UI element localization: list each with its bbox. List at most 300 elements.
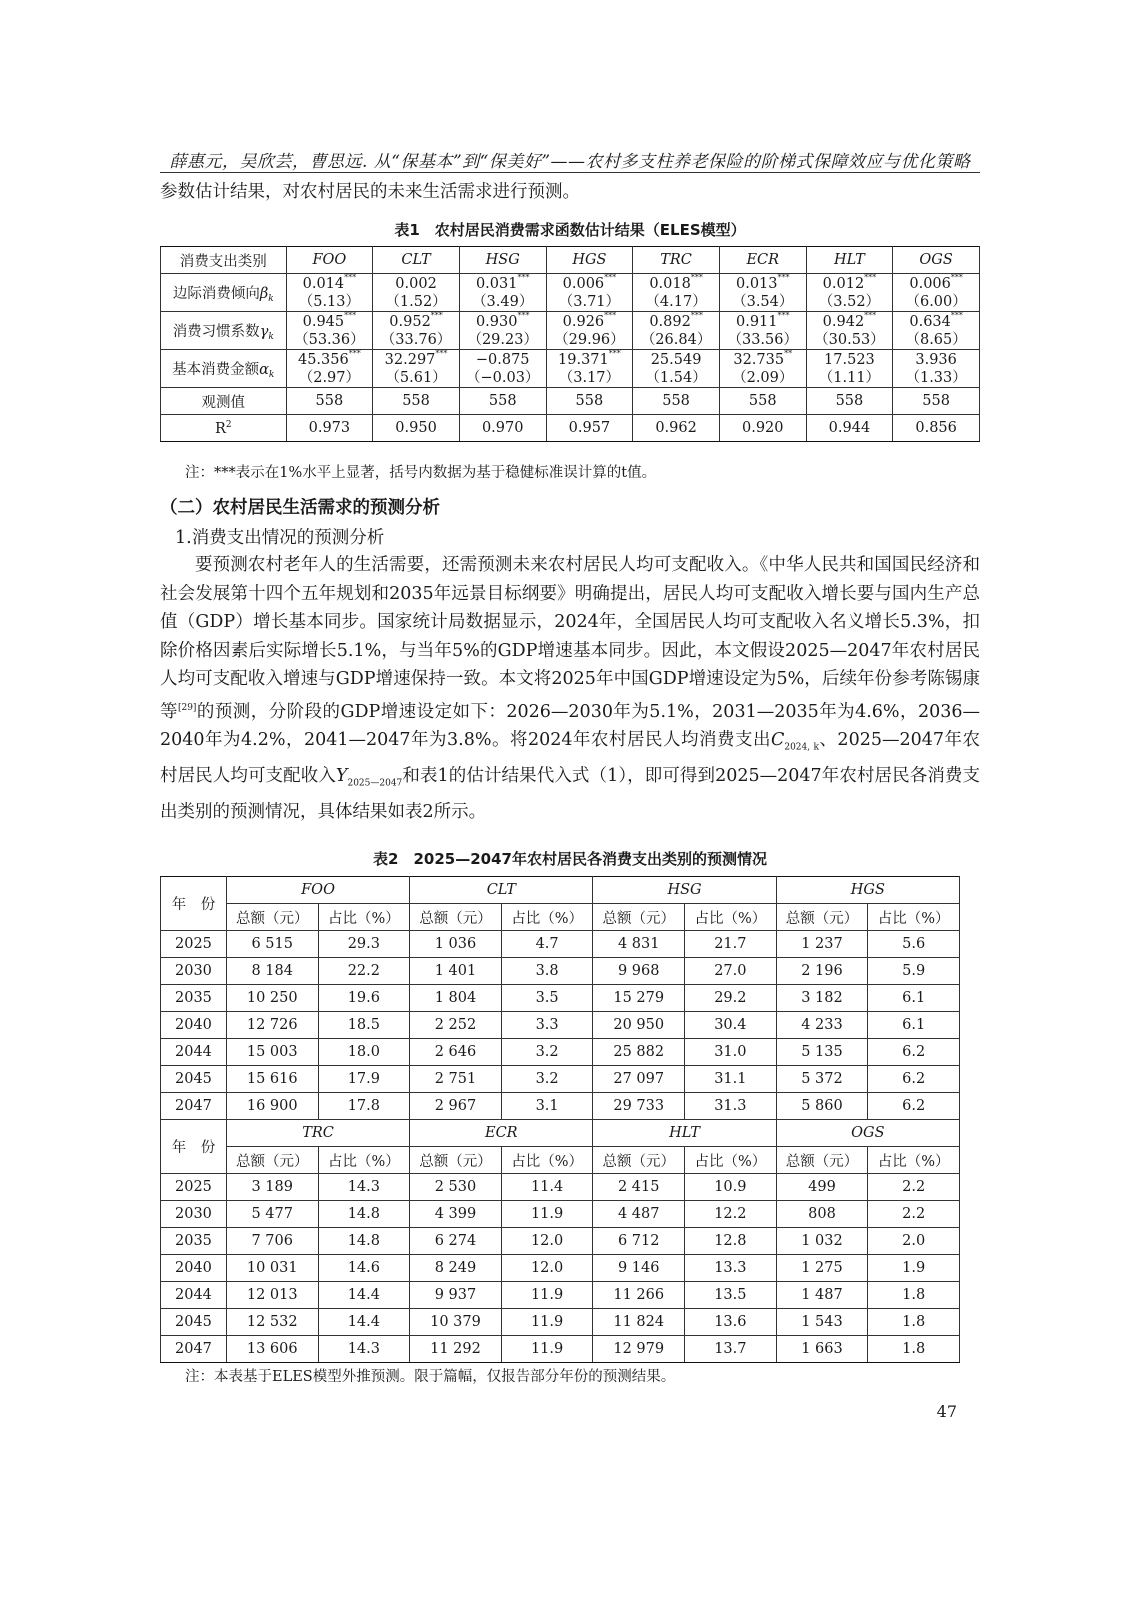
table2-row — [161, 1012, 960, 1039]
table2-cell: 4 399 — [410, 1201, 502, 1228]
table2-cell: 17.9 — [318, 1066, 410, 1093]
table1-col-header: TRC — [633, 247, 720, 274]
symbol-c: C — [770, 729, 785, 750]
table2-cell: 15 616 — [226, 1066, 318, 1093]
row-label-subscript: k — [268, 369, 275, 380]
table2-cell: 14.4 — [318, 1282, 410, 1309]
coef-line — [720, 272, 806, 293]
table1-row-label — [161, 312, 287, 350]
coef-line — [287, 348, 373, 369]
table2-cell: 3.2 — [501, 1039, 593, 1066]
table2-year: 2044 — [161, 1282, 227, 1309]
table2-cell: 20 950 — [593, 1012, 685, 1039]
row-label-symbol: γ — [259, 323, 269, 340]
t-value: （3.49） — [472, 293, 534, 310]
obs-value: 558 — [373, 388, 460, 415]
significance-stars: *** — [690, 272, 703, 282]
row-label-symbol: β — [259, 285, 269, 302]
table1-cell — [373, 312, 460, 350]
table1-caption: 表1 农村居民消费需求函数估计结果（ELES模型） — [394, 221, 746, 239]
header-rule — [160, 172, 980, 173]
table2-cell: 18.5 — [318, 1012, 410, 1039]
symbol-c-sub: 2024, k — [784, 742, 819, 753]
significance-stars: *** — [777, 310, 790, 320]
row-label-subscript: k — [268, 293, 274, 304]
table2-category-header: CLT — [410, 877, 593, 904]
table2-cell: 11.9 — [501, 1201, 593, 1228]
table2-year: 2030 — [161, 1201, 227, 1228]
coef-value: 0.634 — [909, 313, 951, 330]
table2-cell: 27.0 — [685, 958, 777, 985]
table2-cell: 1 401 — [410, 958, 502, 985]
table2-cell: 14.6 — [318, 1255, 410, 1282]
table2-total-header: 总额（元） — [776, 904, 868, 931]
t-value: （−0.03） — [466, 369, 540, 386]
table2-cell: 6 712 — [593, 1228, 685, 1255]
table2-share-header: 占比（%） — [501, 1147, 593, 1174]
r2-value: 0.944 — [806, 415, 893, 442]
table2-cell: 2.0 — [868, 1228, 960, 1255]
coef-value: 0.006 — [909, 275, 951, 292]
table2-cell: 2 530 — [410, 1174, 502, 1201]
r2-value: 0.950 — [373, 415, 460, 442]
table2-cell: 3.5 — [501, 985, 593, 1012]
row-label-text: 消费习惯系数 — [172, 323, 260, 340]
table2-cell: 11 824 — [593, 1309, 685, 1336]
coef-line — [547, 348, 633, 369]
significance-stars: *** — [690, 310, 703, 320]
coef-value: 25.549 — [650, 351, 702, 368]
table1-col-header: OGS — [893, 247, 980, 274]
table2-cell: 21.7 — [685, 931, 777, 958]
r2-superscript: 2 — [225, 419, 232, 430]
table1-header-row — [161, 247, 980, 274]
coef-value: 0.014 — [302, 275, 345, 292]
obs-value: 558 — [806, 388, 893, 415]
coef-value: 32.735 — [733, 351, 785, 368]
table2-cell: 499 — [776, 1174, 868, 1201]
coef-line — [287, 272, 373, 293]
table2-cell: 14.8 — [318, 1228, 410, 1255]
coef-value: 19.371 — [558, 351, 609, 368]
t-value: （2.97） — [298, 369, 361, 386]
table1-cell — [546, 350, 633, 388]
coef-line — [373, 275, 459, 293]
t-value: （33.56） — [727, 331, 798, 348]
table2-year: 2044 — [161, 1039, 227, 1066]
t-value: （4.17） — [645, 293, 707, 310]
table1-header-label: 消费支出类别 — [161, 247, 287, 274]
symbol-y-sub: 2025—2047 — [347, 778, 403, 789]
table2-year: 2035 — [161, 1228, 227, 1255]
table2-year: 2030 — [161, 958, 227, 985]
table1-col-header: HSG — [459, 247, 546, 274]
running-head: 薛惠元，吴欣芸，曹思远. 从“保基本”到“保美好”——农村多支柱养老保险的阶梯式保障效应与优化策略 — [169, 152, 971, 172]
coef-value: −0.875 — [475, 351, 530, 368]
intro-line: 参数估计结果，对农村居民的未来生活需求进行预测。 — [160, 182, 580, 202]
table2-share-header: 占比（%） — [868, 1147, 960, 1174]
significance-stars: *** — [430, 310, 443, 320]
table2-cell: 15 279 — [593, 985, 685, 1012]
table1-note: 注：***表示在1%水平上显著，括号内数据为基于稳健标准误计算的t值。 — [185, 465, 657, 481]
table1-col-header: HGS — [546, 247, 633, 274]
coef-line — [460, 310, 546, 331]
coef-value: 0.945 — [302, 313, 345, 330]
table2-cell: 10 031 — [226, 1255, 318, 1282]
t-value: （6.00） — [905, 293, 967, 310]
table1-cell — [806, 312, 893, 350]
table2-row — [161, 1174, 960, 1201]
table2-cell: 19.6 — [318, 985, 410, 1012]
table1-cell — [459, 350, 546, 388]
table2-cell: 22.2 — [318, 958, 410, 985]
significance-stars: *** — [777, 272, 790, 282]
table2-cell: 13.7 — [685, 1336, 777, 1363]
t-value: （30.53） — [814, 331, 885, 348]
table2-cell: 29.3 — [318, 931, 410, 958]
table2-year: 2047 — [161, 1336, 227, 1363]
table2-cell: 10 250 — [226, 985, 318, 1012]
table1-cell — [373, 274, 460, 312]
coef-value: 0.952 — [389, 313, 431, 330]
coef-line — [807, 310, 893, 331]
table2-row — [161, 958, 960, 985]
t-value: （1.52） — [385, 293, 447, 310]
table2-cell: 6 515 — [226, 931, 318, 958]
table2-row — [161, 1093, 960, 1120]
table2-cell: 1.8 — [868, 1282, 960, 1309]
page-number: 47 — [936, 1402, 957, 1421]
table2-cell: 1.9 — [868, 1255, 960, 1282]
section-heading: （二）农村居民生活需求的预测分析 — [160, 498, 440, 518]
obs-value: 558 — [719, 388, 806, 415]
coef-value: 0.012 — [822, 275, 865, 292]
t-value: （3.71） — [558, 293, 621, 310]
significance-stars: *** — [435, 348, 448, 358]
coef-value: 17.523 — [824, 351, 875, 368]
coef-line — [807, 351, 893, 369]
table2-cell: 6.2 — [868, 1066, 960, 1093]
table2-cell: 11 266 — [593, 1282, 685, 1309]
table2-cell: 5 477 — [226, 1201, 318, 1228]
table2-cell: 2 646 — [410, 1039, 502, 1066]
table2-category-header: ECR — [410, 1120, 593, 1147]
table2-cell: 7 706 — [226, 1228, 318, 1255]
table2-category-header: HLT — [593, 1120, 776, 1147]
table2 — [160, 876, 960, 1363]
table2-cell: 8 249 — [410, 1255, 502, 1282]
table2-row — [161, 1201, 960, 1228]
table1-cell — [633, 350, 720, 388]
coef-line — [373, 348, 459, 369]
table2-cell: 1 663 — [776, 1336, 868, 1363]
table2-cell: 27 097 — [593, 1066, 685, 1093]
body-paragraph — [160, 551, 980, 826]
table1-row — [161, 350, 980, 388]
table2-cell: 5.9 — [868, 958, 960, 985]
significance-stars: *** — [950, 310, 963, 320]
table2-cell: 1 487 — [776, 1282, 868, 1309]
table2-total-header: 总额（元） — [226, 1147, 318, 1174]
table2-cell: 29.2 — [685, 985, 777, 1012]
table2-share-header: 占比（%） — [868, 904, 960, 931]
table2-category-header: HSG — [593, 877, 776, 904]
table2-total-header: 总额（元） — [776, 1147, 868, 1174]
table1-cell — [806, 274, 893, 312]
table2-row — [161, 931, 960, 958]
coef-line — [547, 272, 633, 293]
table2-cell: 1 275 — [776, 1255, 868, 1282]
table2-cell: 12.2 — [685, 1201, 777, 1228]
coef-line — [633, 310, 719, 331]
table2-cell: 12 726 — [226, 1012, 318, 1039]
coef-line — [807, 272, 893, 293]
body-text-1: 要预测农村老年人的生活需要，还需预测未来农村居民人均可支配收入。《中华人民共和国国民经济和社会发展第十四个五年规划和2035年远景目标纲要》明确提出，居民人均可支配收入增长要与国内生产总值（GDP）增长基本同步。国家统计局数据显示，2024年，全国居民人均可支配收入名义增长5.3%，扣除价格因素后实际增长5.1%，与当年5%的GDP增速基本同步。因此，本文假设2025—2047年农村居民人均可支配收入增速与GDP增速保持一致。本文将2025年中国GDP增速设定为5%，后续年份参考陈锡康等 — [160, 555, 980, 722]
table2-row — [161, 1255, 960, 1282]
coef-value: 0.006 — [562, 275, 605, 292]
table2-cell: 1 804 — [410, 985, 502, 1012]
table2-cell: 808 — [776, 1201, 868, 1228]
table2-cell: 3 189 — [226, 1174, 318, 1201]
table2-cell: 12 532 — [226, 1309, 318, 1336]
table2-cell: 12.0 — [501, 1255, 593, 1282]
obs-value: 558 — [546, 388, 633, 415]
table1-row — [161, 312, 980, 350]
t-value: （53.36） — [294, 331, 365, 348]
significance-stars: *** — [344, 272, 357, 282]
r2-value: 0.962 — [633, 415, 720, 442]
t-value: （1.11） — [818, 369, 881, 386]
table2-cell: 13.3 — [685, 1255, 777, 1282]
table1-cell — [719, 312, 806, 350]
table2-cell: 25 882 — [593, 1039, 685, 1066]
significance-stars: *** — [608, 348, 621, 358]
citation-ref: [29] — [177, 702, 197, 713]
r2-label — [161, 415, 287, 442]
obs-value: 558 — [633, 388, 720, 415]
coef-value: 32.297 — [384, 351, 436, 368]
coef-value: 3.936 — [915, 351, 957, 368]
table2-cell: 11.9 — [501, 1282, 593, 1309]
table2-cell: 14.4 — [318, 1309, 410, 1336]
r2-value: 0.920 — [719, 415, 806, 442]
table2-cell: 2 252 — [410, 1012, 502, 1039]
coef-line — [720, 348, 806, 369]
table1-cell — [459, 274, 546, 312]
table1-row-label — [161, 350, 287, 388]
table1-col-header: HLT — [806, 247, 893, 274]
sub-heading: 1.消费支出情况的预测分析 — [175, 528, 385, 548]
table2-cell: 9 146 — [593, 1255, 685, 1282]
table1-cell — [373, 350, 460, 388]
table2-cell: 1.8 — [868, 1309, 960, 1336]
table1-cell — [286, 312, 373, 350]
t-value: （5.13） — [298, 293, 361, 310]
table2-cell: 2 415 — [593, 1174, 685, 1201]
table2-cell: 12.8 — [685, 1228, 777, 1255]
coef-line — [633, 272, 719, 293]
row-label-text: 边际消费倾向 — [172, 285, 260, 302]
table1-cell — [286, 274, 373, 312]
coef-value: 0.031 — [475, 275, 518, 292]
table2-cell: 4 487 — [593, 1201, 685, 1228]
table2-cell: 11.9 — [501, 1336, 593, 1363]
table1-cell — [893, 274, 980, 312]
table2-cell: 13 606 — [226, 1336, 318, 1363]
table2-row — [161, 1336, 960, 1363]
coef-value: 0.892 — [649, 313, 691, 330]
table1-cell — [806, 350, 893, 388]
table2-cell: 30.4 — [685, 1012, 777, 1039]
table2-cell: 9 968 — [593, 958, 685, 985]
table2-cell: 1.8 — [868, 1336, 960, 1363]
significance-stars: *** — [344, 310, 357, 320]
table2-cell: 13.6 — [685, 1309, 777, 1336]
significance-stars: *** — [604, 272, 617, 282]
table2-share-header: 占比（%） — [318, 904, 410, 931]
table1-cell — [893, 350, 980, 388]
t-value: （3.17） — [558, 369, 621, 386]
obs-value: 558 — [286, 388, 373, 415]
table2-subheader-row — [161, 904, 960, 931]
table2-cell: 1 032 — [776, 1228, 868, 1255]
coef-value: 0.002 — [395, 275, 437, 292]
table1-col-header: CLT — [373, 247, 460, 274]
table2-cell: 2 196 — [776, 958, 868, 985]
table1-cell — [546, 312, 633, 350]
body-text-4: 和表1的估计结果代入式（1），即可得到2025—2047年农村居民各消费支出类别的预测情况，具体结果如表2所示。 — [160, 765, 980, 822]
table2-cell: 4 831 — [593, 931, 685, 958]
obs-value: 558 — [893, 388, 980, 415]
coef-line — [460, 351, 546, 369]
table2-cell: 1 543 — [776, 1309, 868, 1336]
significance-stars: *** — [950, 272, 963, 282]
coef-line — [287, 310, 373, 331]
table2-cell: 6.2 — [868, 1039, 960, 1066]
table2-category-header: FOO — [226, 877, 409, 904]
table2-row — [161, 985, 960, 1012]
table2-cell: 10.9 — [685, 1174, 777, 1201]
r2-value: 0.970 — [459, 415, 546, 442]
t-value: （29.96） — [554, 331, 625, 348]
significance-stars: *** — [864, 310, 877, 320]
table1-cell — [459, 312, 546, 350]
table2-cell: 3.1 — [501, 1093, 593, 1120]
significance-stars: *** — [517, 310, 530, 320]
table2-year: 2040 — [161, 1012, 227, 1039]
coef-line — [460, 272, 546, 293]
table2-row — [161, 1066, 960, 1093]
symbol-y: Y — [335, 765, 348, 786]
table2-year-label: 年 份 — [161, 1120, 227, 1174]
table2-cell: 3.3 — [501, 1012, 593, 1039]
table2-share-header: 占比（%） — [318, 1147, 410, 1174]
table2-cell: 12.0 — [501, 1228, 593, 1255]
table1-cell — [893, 312, 980, 350]
table1-cell — [719, 274, 806, 312]
t-value: （8.65） — [905, 331, 967, 348]
table2-subheader-row — [161, 1147, 960, 1174]
table1-cell — [286, 350, 373, 388]
t-value: （5.61） — [385, 369, 447, 386]
table2-cell: 5 135 — [776, 1039, 868, 1066]
t-value: （33.76） — [380, 331, 452, 348]
coef-value: 0.018 — [649, 275, 691, 292]
table2-cell: 3 182 — [776, 985, 868, 1012]
table2-cell: 14.3 — [318, 1174, 410, 1201]
table2-year: 2035 — [161, 985, 227, 1012]
table2-total-header: 总额（元） — [226, 904, 318, 931]
table2-cell: 12 979 — [593, 1336, 685, 1363]
table1-cell — [633, 274, 720, 312]
r2-value: 0.957 — [546, 415, 633, 442]
body-text-3: 、2025—2047年农村居民人均可支配收入 — [160, 729, 980, 786]
coef-value: 0.911 — [735, 313, 778, 330]
table2-total-header: 总额（元） — [593, 904, 685, 931]
coef-line — [633, 351, 719, 369]
table2-total-header: 总额（元） — [593, 1147, 685, 1174]
table2-cell: 16 900 — [226, 1093, 318, 1120]
table2-cell: 1 036 — [410, 931, 502, 958]
t-value: （3.52） — [818, 293, 881, 310]
table1-col-header: FOO — [286, 247, 373, 274]
significance-stars: *** — [348, 348, 361, 358]
table2-cell: 14.3 — [318, 1336, 410, 1363]
table1-cell — [719, 350, 806, 388]
r2-value: 0.973 — [286, 415, 373, 442]
r2-letter: R — [214, 420, 226, 437]
table2-cell: 11.9 — [501, 1309, 593, 1336]
table2-share-header: 占比（%） — [685, 1147, 777, 1174]
t-value: （3.54） — [732, 293, 794, 310]
coef-value: 45.356 — [297, 351, 349, 368]
table2-row — [161, 1039, 960, 1066]
table2-row — [161, 1228, 960, 1255]
table2-cell: 6.1 — [868, 1012, 960, 1039]
obs-value: 558 — [459, 388, 546, 415]
table2-category-header: TRC — [226, 1120, 409, 1147]
coef-line — [373, 310, 459, 331]
table2-cell: 31.1 — [685, 1066, 777, 1093]
table2-share-header: 占比（%） — [685, 904, 777, 931]
table2-cell: 5 372 — [776, 1066, 868, 1093]
table2-cell: 2 967 — [410, 1093, 502, 1120]
coef-line — [720, 310, 806, 331]
table2-year-label: 年 份 — [161, 877, 227, 931]
table2-cell: 9 937 — [410, 1282, 502, 1309]
table2-category-header: OGS — [776, 1120, 959, 1147]
table1-row — [161, 274, 980, 312]
coef-value: 0.013 — [735, 275, 778, 292]
row-label-symbol: α — [259, 361, 269, 378]
table2-cell: 29 733 — [593, 1093, 685, 1120]
table2-total-header: 总额（元） — [410, 904, 502, 931]
table2-year: 2025 — [161, 1174, 227, 1201]
table2-year: 2047 — [161, 1093, 227, 1120]
table2-category-row — [161, 1120, 960, 1147]
table2-cell: 11 292 — [410, 1336, 502, 1363]
table2-year: 2025 — [161, 931, 227, 958]
table2-caption: 表2 2025—2047年农村居民各消费支出类别的预测情况 — [373, 850, 767, 868]
table2-year: 2045 — [161, 1066, 227, 1093]
significance-stars: ** — [784, 348, 793, 358]
table2-cell: 2 751 — [410, 1066, 502, 1093]
significance-stars: *** — [517, 272, 530, 282]
table2-cell: 6.1 — [868, 985, 960, 1012]
table1-cell — [546, 274, 633, 312]
table2-cell: 6.2 — [868, 1093, 960, 1120]
significance-stars: *** — [864, 272, 877, 282]
